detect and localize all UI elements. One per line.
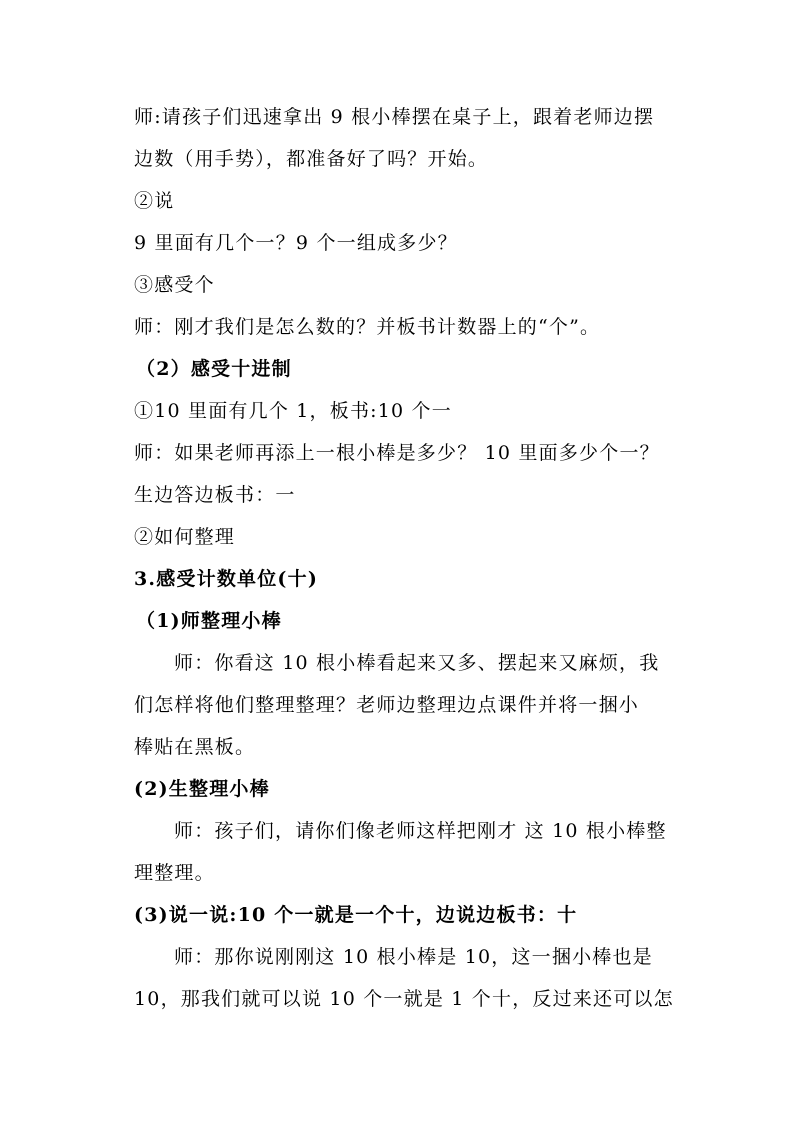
subheading-student-organize: (2)生整理小棒 [134,778,270,800]
section-heading-counting-unit: 3.感受计数单位(十) [134,568,319,590]
step-ten-ones: ①10 里面有几个 1，板书:10 个一 [134,400,452,422]
step-how-organize: ②如何整理 [134,526,236,548]
paragraph-line-10: 生边答边板书：一 [134,484,296,506]
paragraph-line-1: 师:请孩子们迅速拿出 9 根小棒摆在桌子上，跟着老师边摆 [134,106,655,128]
step-say-heading: ②说 [134,190,175,212]
step-feel-ones-heading: ③感受个 [134,274,215,296]
subheading-say-it: (3)说一说:10 个一就是一个十，边说边板书：十 [134,904,578,926]
paragraph-line-6: 师：刚才我们是怎么数的？并板书计数器上的“个”。 [134,316,601,338]
section-heading-decimal: （2）感受十进制 [136,358,292,380]
paragraph-line-22: 10，那我们就可以说 10 个一就是 1 个十，反过来还可以怎 [134,988,674,1010]
paragraph-line-14: 师：你看这 10 根小棒看起来又多、摆起来又麻烦，我 [174,652,660,674]
subheading-teacher-organize: （1)师整理小棒 [136,610,282,632]
paragraph-line-16: 棒贴在黑板。 [134,736,256,758]
paragraph-line-2: 边数（用手势），都准备好了吗？开始。 [134,148,489,170]
paragraph-line-15: 们怎样将他们整理整理？老师边整理边点课件并将一捆小 [134,694,640,716]
paragraph-line-21: 师：那你说刚刚这 10 根小棒是 10，这一捆小棒也是 [174,946,653,968]
question-line: 9 里面有几个一？9 个一组成多少？ [134,232,458,254]
paragraph-line-18: 师：孩子们，请你们像老师这样把刚才 这 10 根小棒整 [174,820,667,842]
paragraph-line-19: 理整理。 [134,862,215,884]
paragraph-line-9: 师：如果老师再添上一根小棒是多少？ 10 里面多少个一？ [134,442,660,464]
